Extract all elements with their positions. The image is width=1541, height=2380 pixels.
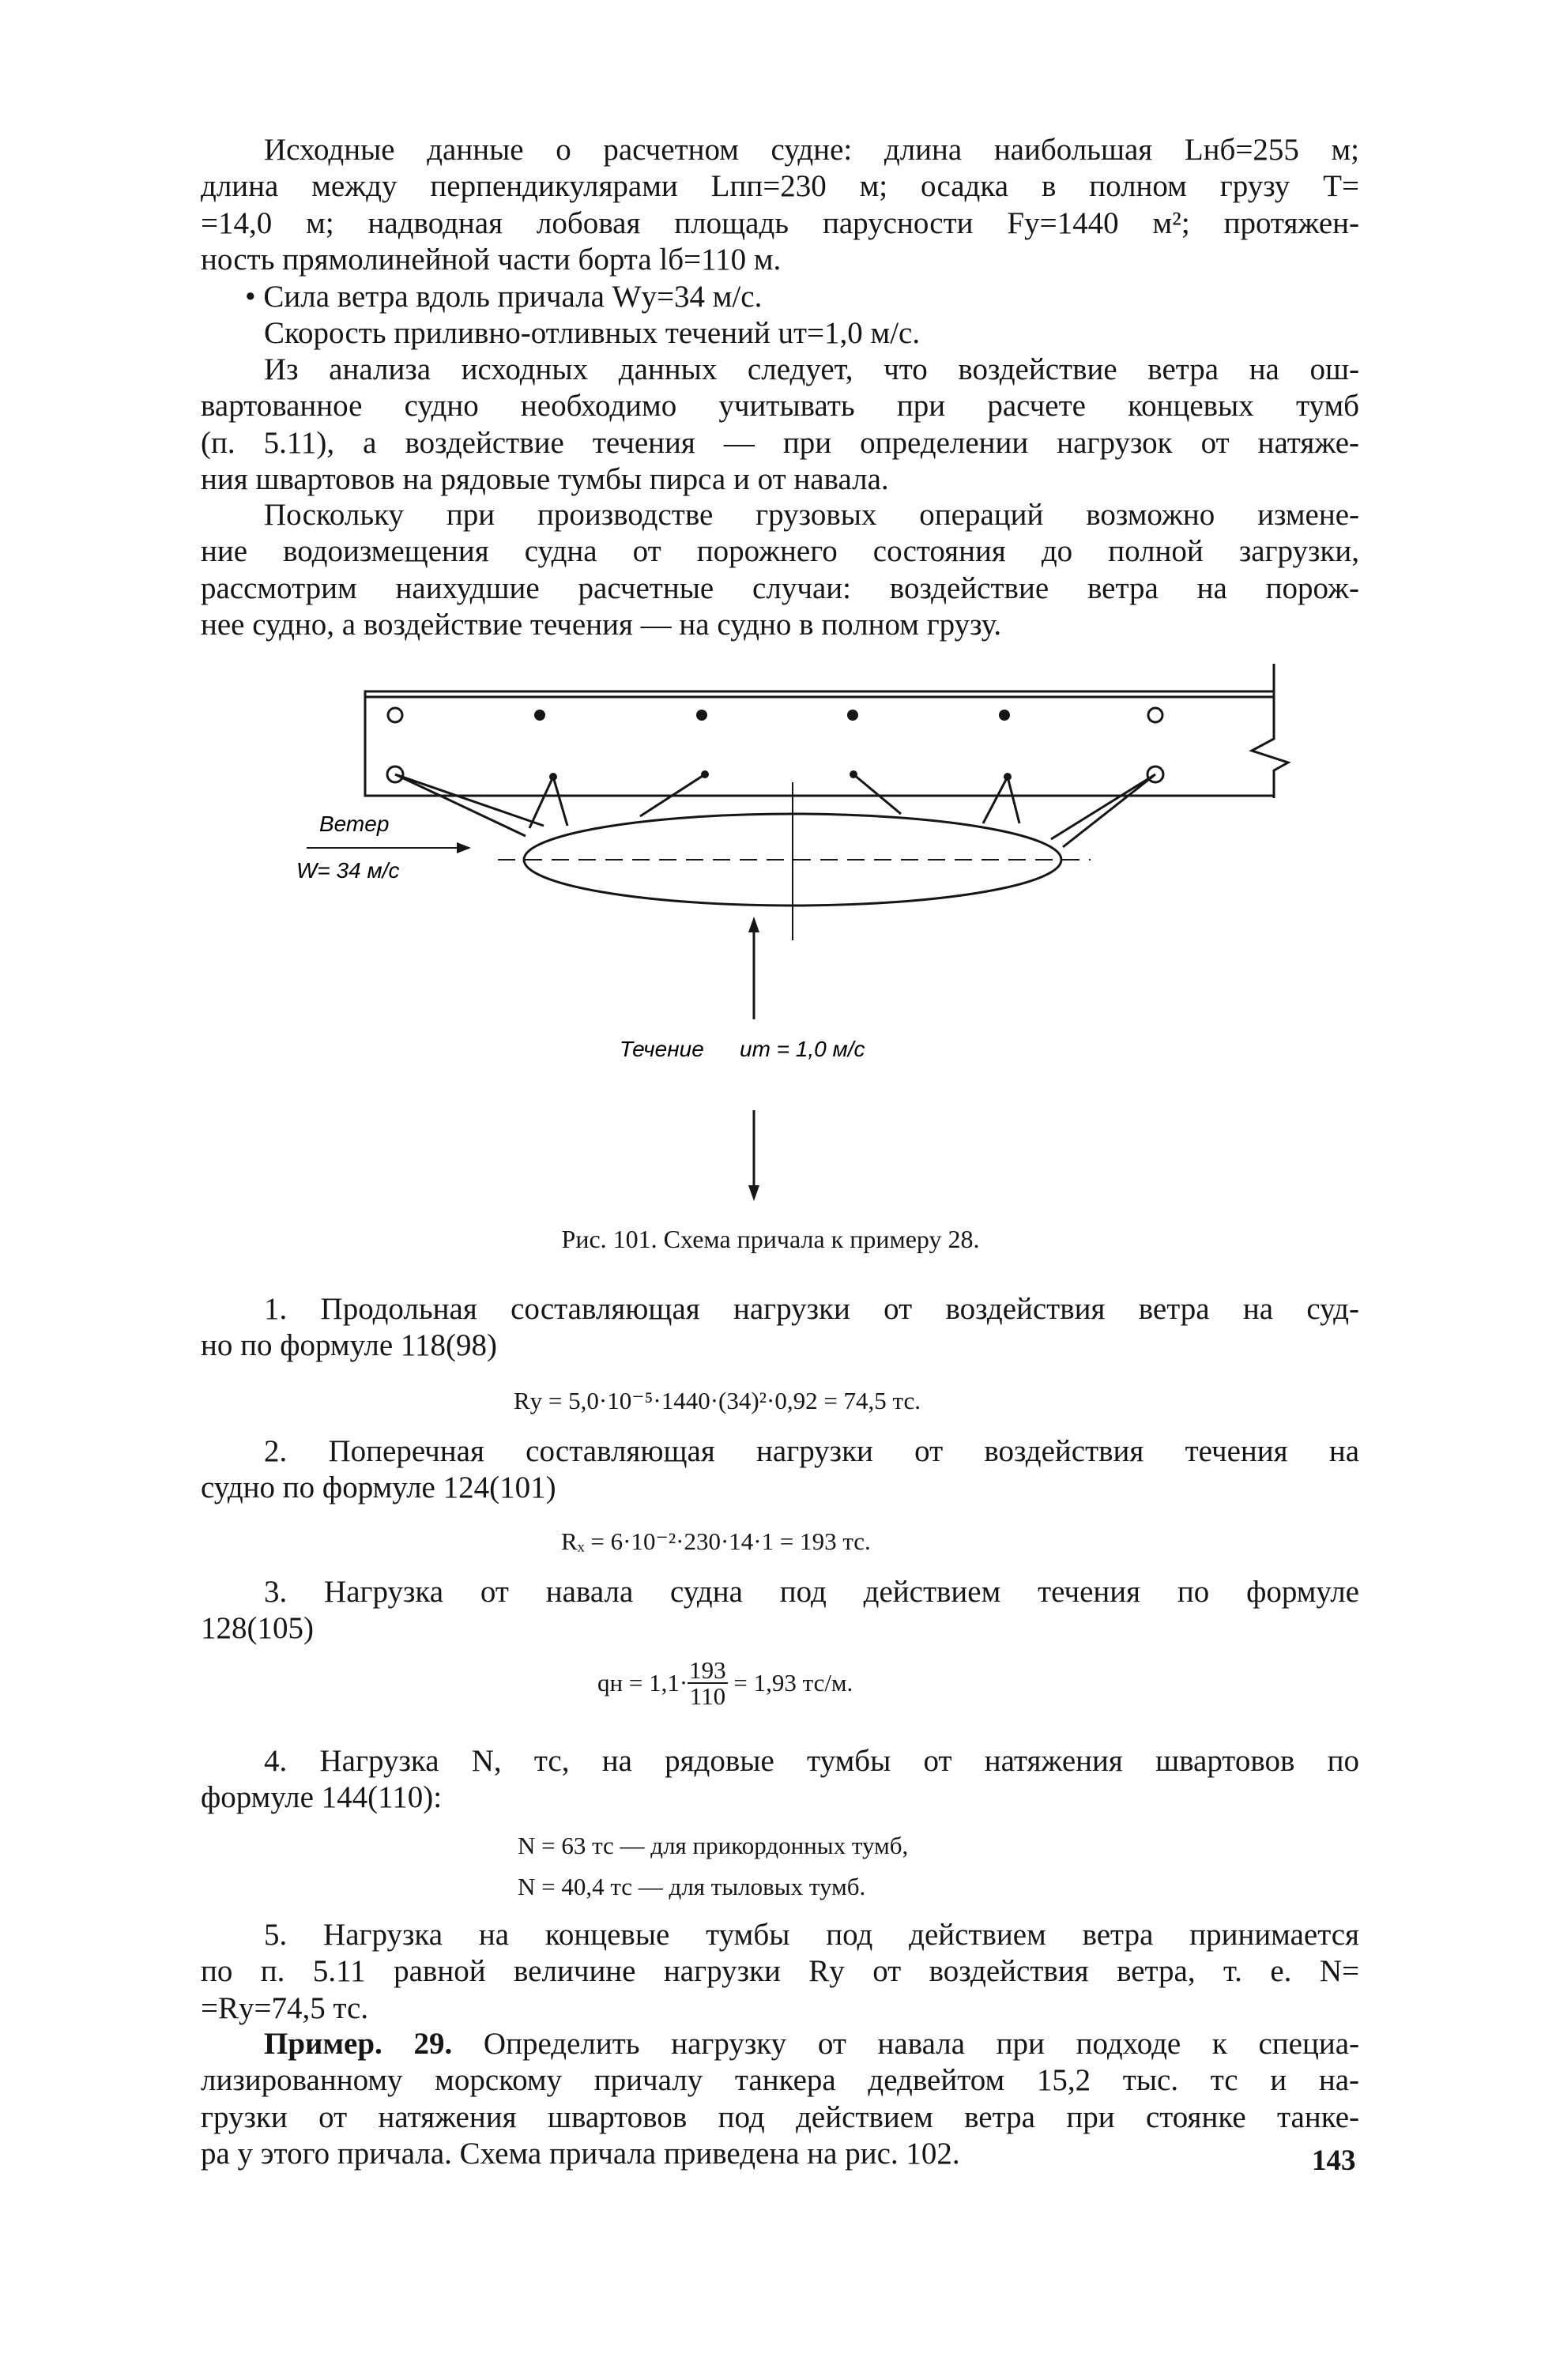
numerator: 193 [689,1656,726,1684]
text-line: 2. Поперечная составляющая нагрузки от воздействия течения на [264,1434,1359,1468]
pier-outline [365,691,1274,796]
bollard [701,770,709,778]
text-line: 1. Продольная составляющая нагрузки от воздействия ветра на суд- [264,1292,1359,1326]
formula-3-rhs: = 1,93 тс/м. [733,1669,853,1697]
mooring-line [529,777,567,828]
mooring-line [983,777,1019,823]
text-line: ния швартовов на рядовые тумбы пирса и от навала. [201,462,889,497]
bollard [549,773,557,781]
current-label: Течение [620,1037,704,1061]
bollard [999,710,1010,721]
step-4 [201,1743,1359,1817]
text-line: нее судно, а воздействие течения — на судно в полном грузу. [201,608,1002,642]
text-line: ность прямолинейной части борта lб=110 м. [201,243,782,277]
formula-3-lhs: qн = 1,1· [597,1669,688,1697]
bollard [847,710,858,721]
text-line: Из анализа исходных данных следует, что воздействие ветра на ош- [264,352,1359,386]
text-line: грузки от натяжения швартовов под действием ветра при стоянке танке- [201,2099,1359,2134]
text-line: Поскольку при производстве грузовых операций возможно измене- [264,498,1359,532]
formula-4a: N = 63 тс — для прикордонных тумб, [518,1832,909,1859]
wind-value: W= 34 м/с [296,858,400,883]
bollard [1148,708,1162,722]
current-value: uт = 1,0 м/с [740,1037,865,1061]
text-line: вартованное судно необходимо учитывать при расчете концевых тумб [201,389,1359,424]
pier-break-line [1252,664,1288,798]
bollard [534,710,545,721]
bollard [850,770,857,778]
text-line: формуле 144(110): [201,1780,443,1815]
step-2 [201,1433,1359,1507]
text-line: рассмотрим наихудшие расчетные случаи: воздействие ветра на порож- [201,571,1359,605]
text-line: лизированному морскому причалу танкера дедвейтом 15,2 тыс. тс и на- [201,2063,1359,2098]
formula-2: Rₓ = 6·10⁻²·230·14·1 = 193 тс. [561,1527,871,1555]
bollard [696,710,707,721]
formula-3 [597,1658,853,1708]
current-arrowhead-down [748,1185,759,1201]
mooring-line [1051,774,1155,847]
fraction [688,1658,728,1708]
text-line: • Сила ветра вдоль причала Wу=34 м/с. [245,280,763,314]
text-line: по п. 5.11 равной величине нагрузки Rу от воздействия ветра, т. е. N= [201,1954,1359,1989]
mooring-line [853,774,901,814]
text-line: судно по формуле 124(101) [201,1471,556,1505]
formula-4b: N = 40,4 тс — для тыловых тумб. [518,1873,866,1900]
text-line: ра у этого причала. Схема причала приведена на рис. 102. [201,2137,960,2171]
bollard [1004,773,1012,781]
step-5 [201,1917,1359,2027]
text-line: =Rу=74,5 тс. [201,1990,369,2025]
text-line: Исходные данные о расчетном судне: длина наибольшая Lнб=255 м; [264,133,1359,167]
text-line: =14,0 м; надводная лобовая площадь парусности Fу=1440 м²; протяжен- [201,205,1359,240]
page-number: 143 [1312,2145,1356,2177]
wind-arrowhead [457,842,471,853]
step-3 [201,1574,1359,1648]
example-heading: Пример. 29. [264,2027,453,2061]
formula-1: Rу = 5,0·10⁻⁵·1440·(34)²·0,92 = 74,5 тс. [514,1387,921,1414]
mooring-line [395,774,544,836]
example-text: Определить нагрузку от навала при подходе к специа- [483,2027,1360,2061]
current-arrowhead-up [748,917,759,932]
text-line [201,2026,1359,2062]
text-line: но по формуле 118(98) [201,1328,497,1363]
text-line: Скорость приливно-отливных течений uт=1,0 м/с. [264,316,921,350]
wind-label: Ветер [319,812,390,836]
bollard [388,708,402,722]
text-line: 3. Нагрузка от навала судна под действием течения по формуле [264,1575,1359,1609]
text-line: 4. Нагрузка N, тс, на рядовые тумбы от натяжения швартовов по [264,1744,1359,1778]
figure-caption: Рис. 101. Схема причала к примеру 28. [561,1225,980,1253]
text-line: длина между перпендикулярами Lпп=230 м; осадка в полном грузу T= [201,169,1359,204]
text-line: ние водоизмещения судна от порожнего состояния до полной загрузки, [201,534,1359,569]
text-line: 5. Нагрузка на концевые тумбы под действием ветра принимается [264,1918,1359,1952]
denominator: 110 [689,1682,726,1710]
example-29 [201,2026,1359,2173]
text-line: (п. 5.11), а воздействие течения — при определении нагрузок от натяже- [201,425,1359,460]
step-1 [201,1291,1359,1365]
text-line: 128(105) [201,1611,314,1646]
